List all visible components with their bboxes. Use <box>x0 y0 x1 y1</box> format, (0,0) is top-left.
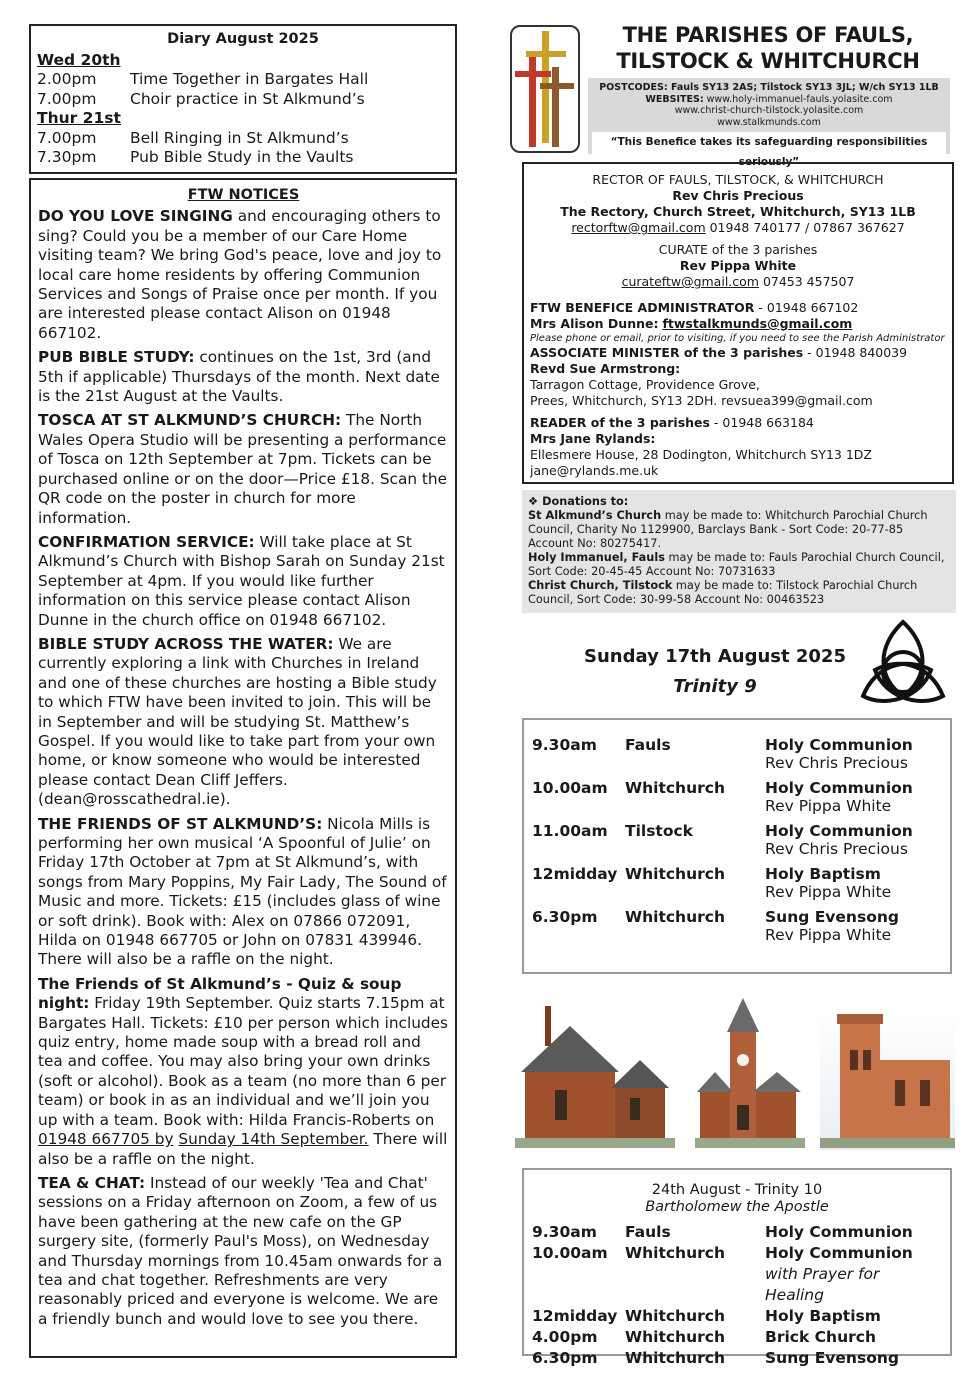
service-place: Whitchurch <box>625 865 725 883</box>
donation-church: St Alkmund’s Church <box>528 509 662 522</box>
curate-contact <box>530 274 946 290</box>
service-time: 12midday <box>532 865 618 883</box>
diary-day: Thur 21st <box>37 109 121 127</box>
service-row <box>532 822 942 858</box>
websites-label: WEBSITES: <box>645 93 704 105</box>
service-detail <box>765 822 942 858</box>
donations-box <box>522 490 956 613</box>
next-week-title: 24th August - Trinity 10 <box>651 1182 823 1198</box>
service-row <box>532 865 942 901</box>
church-tilstock <box>695 998 805 1148</box>
nw-time: 4.00pm <box>532 1328 598 1346</box>
nw-service: Holy Communion <box>765 1244 913 1262</box>
admin-line <box>530 300 946 316</box>
service-detail <box>765 736 942 772</box>
nw-service: Holy Communion <box>765 1223 913 1241</box>
curate-phone: 07453 457507 <box>758 274 855 289</box>
sunday-name: Trinity 9 <box>673 676 757 697</box>
parish-title-line1: THE PARISHES OF FAULS, <box>622 23 914 47</box>
notice-item <box>38 533 449 630</box>
reader-email[interactable]: jane@rylands.me.uk <box>530 463 659 478</box>
nw-place: Whitchurch <box>625 1349 725 1367</box>
admin-name-line <box>530 316 946 332</box>
services-box <box>522 718 952 974</box>
quiz-date: Sunday 14th September. <box>178 1130 369 1149</box>
curate-email-link[interactable]: curateftw@gmail.com <box>621 274 759 289</box>
next-week-subtitle: Bartholomew the Apostle <box>645 1199 829 1215</box>
reader-address: Ellesmere House, 28 Dodington, Whitchurch SY13 1DZ <box>530 447 872 462</box>
nw-time: 9.30am <box>532 1223 597 1241</box>
diary-item <box>37 70 449 90</box>
notice-body: Nicola Mills is performing her own musical ‘A Spoonful of Julie’ on Friday 17th October at 7pm at St Alkmund’s, with songs from Mary Poppins, My Fair Lady, The Sound of Music and more. Tickets: £15 (includes glass of wine or soft drink). Book with: Alex on 07866 072091, Hilda on 01948 667705 or John on 07831 439946. There will also be a raffle on the night. <box>38 814 447 969</box>
admin-phone: - 01948 667102 <box>754 300 859 315</box>
notice-body: and encouraging others to sing? Could you be a member of our Care Home visiting team? We bring God's peace, love and joy to local care home residents by offering Communion Services and Songs of Praise once per month. If you are interested please contact Alison on 01948 667102. <box>38 207 442 342</box>
diary-box <box>29 24 457 174</box>
donation-item <box>528 551 950 579</box>
notice-body: There will also be a raffle on the night. <box>38 1130 448 1168</box>
church-pictures <box>515 990 955 1150</box>
sunday-date: Sunday 17th August 2025 <box>584 646 846 667</box>
nw-place: Fauls <box>625 1223 671 1241</box>
service-minister: Rev Pippa White <box>765 883 892 901</box>
diary-text: Time Together in Bargates Hall <box>130 70 369 88</box>
service-name: Holy Communion <box>765 736 913 754</box>
diary-title: Diary August 2025 <box>167 31 319 47</box>
nw-place: Whitchurch <box>625 1244 725 1262</box>
next-week-row <box>532 1348 942 1369</box>
admin-title: FTW BENEFICE ADMINISTRATOR <box>530 300 755 315</box>
nw-place: Whitchurch <box>625 1307 725 1325</box>
rector-address: The Rectory, Church Street, Whitchurch, SY13 1LB <box>560 204 916 219</box>
notice-body: Instead of our weekly 'Tea and Chat' sessions on a Friday afternoon on Zoom, a few of us have been gathering at the new cafe on the GP surgery site, (formerly Paul's Moss), on Wednesday and Thursday mornings from 10.45am onwards for a tea and chat together. Refreshments are very reasonably priced and everyone is welcome. We are a friendly bunch and would love to see you there. <box>38 1173 443 1328</box>
service-minister: Rev Chris Precious <box>765 840 908 858</box>
nw-time: 12midday <box>532 1307 618 1325</box>
notice-heading: CONFIRMATION SERVICE: <box>38 532 255 551</box>
safeguarding-quote: “This Benefice takes its safeguarding responsibilities seriously” <box>592 132 946 172</box>
diary-day: Wed 20th <box>37 50 121 69</box>
next-week-row <box>532 1243 942 1306</box>
donation-text: may be made to: Whitchurch Parochial Church Council, Charity No 1129900, Barclays Bank - Sort Code: 20-77-85 Account No: 80275417. <box>528 509 928 550</box>
service-place: Fauls <box>625 736 671 754</box>
assoc-address: Prees, Whitchurch, SY13 2DH. revsuea399@gmail.com <box>530 393 873 408</box>
donation-item <box>528 579 950 607</box>
service-time: 10.00am <box>532 779 608 797</box>
parish-title-line2: TILSTOCK & WHITCHURCH <box>616 49 920 73</box>
diary-item <box>37 129 449 149</box>
notice-item <box>38 635 449 810</box>
diary-time: 7.00pm <box>37 128 97 147</box>
service-detail <box>765 908 942 944</box>
donation-church: Christ Church, Tilstock <box>528 579 673 592</box>
quiz-phone-link[interactable]: 01948 667705 <box>38 1130 155 1149</box>
notice-body: Will take place at St Alkmund’s Church with Bishop Sarah on Sunday 21st September at 4pm. If you would like further information on this service please contact Alison Dunne in the church office on 01948 667102. <box>38 532 445 629</box>
notice-body: The North Wales Opera Studio will be presenting a performance of Tosca on 12th September at 7pm. Tickets can be purchased online or on the door—Price £18. Scan the QR code on the poster in church for more information. <box>38 411 447 527</box>
nw-service: Holy Baptism <box>765 1307 881 1325</box>
nw-note: with Prayer for Healing <box>765 1265 880 1304</box>
service-time: 11.00am <box>532 822 608 840</box>
notice-item <box>38 411 449 527</box>
notice-heading: TEA & CHAT: <box>38 1173 146 1192</box>
assoc-title: ASSOCIATE MINISTER of the 3 parishes <box>530 345 804 360</box>
assoc-name: Revd Sue Armstrong: <box>530 361 681 376</box>
notice-heading: PUB BIBLE STUDY: <box>38 348 195 367</box>
curate-title: CURATE of the 3 parishes <box>658 242 818 257</box>
assoc-phone: - 01948 840039 <box>803 345 908 360</box>
notice-body: We are currently exploring a link with Churches in Ireland and one of these churches are hosting a Bible study to which FTW have been invited to join. This will be in September and will be studying St. Matthew’s Gospel. If you would like to take part from your own home, or know someone who would be interested please contact Dean Cliff Jeffers. (dean@rosscathedral.ie). <box>38 634 437 809</box>
notice-heading: TOSCA AT ST ALKMUND’S CHURCH: <box>38 411 342 430</box>
service-row <box>532 779 942 815</box>
service-minister: Rev Pippa White <box>765 797 892 815</box>
church-fauls <box>515 1006 675 1148</box>
bullet-icon: ❖ <box>528 495 539 508</box>
reader-phone: - 01948 663184 <box>709 415 814 430</box>
diary-item <box>37 148 449 168</box>
notice-item <box>38 207 449 343</box>
curate-name: Rev Pippa White <box>679 258 797 273</box>
admin-email-link[interactable]: ftwstalkmunds@gmail.com <box>662 316 853 331</box>
donation-text: may be made to: Fauls Parochial Church Council, Sort Code: 20-45-45 Account No: 70731633 <box>528 551 945 578</box>
service-detail <box>765 779 942 815</box>
nw-time: 6.30pm <box>532 1349 598 1367</box>
service-name: Holy Baptism <box>765 865 881 883</box>
trinity-knot-icon <box>855 616 951 706</box>
rector-contact <box>530 220 946 236</box>
diary-time: 7.00pm <box>37 89 97 108</box>
quiz-by-text: by <box>154 1130 174 1149</box>
nw-service: Brick Church <box>765 1328 876 1346</box>
assoc-address: Tarragon Cottage, Providence Grove, <box>530 377 760 392</box>
notices-title: FTW NOTICES <box>187 187 300 203</box>
nw-place: Whitchurch <box>625 1328 725 1346</box>
notice-item <box>38 1174 449 1329</box>
notice-heading: THE FRIENDS OF ST ALKMUND’S: <box>38 814 323 833</box>
service-name: Holy Communion <box>765 822 913 840</box>
postcodes: POSTCODES: Fauls SY13 2AS; Tilstock SY13 3JL; W/ch SY13 1LB <box>599 82 939 93</box>
diary-text: Bell Ringing in St Alkmund’s <box>130 128 349 147</box>
notice-heading: BIBLE STUDY ACROSS THE WATER: <box>38 634 334 653</box>
next-week-row <box>532 1222 942 1243</box>
service-row <box>532 908 942 944</box>
service-detail <box>765 865 942 901</box>
service-row <box>532 736 942 772</box>
notice-body: continues on the 1st, 3rd (and 5th if applicable) Thursdays of the month. Next date is the 21st August at the Vaults. <box>38 348 440 406</box>
notice-heading: The Friends of St Alkmund’s - Quiz & soup night: <box>38 974 402 1013</box>
notices-box <box>29 178 457 1358</box>
donations-header <box>528 495 950 509</box>
service-minister: Rev Pippa White <box>765 926 892 944</box>
parish-title <box>588 22 948 74</box>
next-week-row <box>532 1306 942 1327</box>
reader-name: Mrs Jane Rylands: <box>530 431 656 446</box>
church-st-alkmunds <box>820 1010 955 1150</box>
website-link[interactable]: www.holy-immanuel-fauls.yolasite.com <box>706 93 893 105</box>
notice-item <box>38 815 449 970</box>
reader-title: READER of the 3 parishes <box>530 415 710 430</box>
diary-text: Pub Bible Study in the Vaults <box>130 148 354 166</box>
notice-body: Friday 19th September. Quiz starts 7.15pm at Bargates Hall. Tickets: £10 per person which includes quiz entry, home made soup with a bread roll and tea and coffee. You may also bring your own drinks (soft or alcohol). Book as a team (no more than 6 per team) or book in as an individual and we’ll join you up with a team. Book with: Hilda Francis-Roberts on <box>38 994 448 1129</box>
service-minister: Rev Chris Precious <box>765 754 908 772</box>
diary-text: Choir practice in St Alkmund’s <box>130 89 365 108</box>
donation-church: Holy Immanuel, Fauls <box>528 551 665 564</box>
contacts-box <box>522 162 954 484</box>
donation-item <box>528 509 950 551</box>
donations-title: Donations to: <box>542 495 629 508</box>
service-place: Tilstock <box>625 822 693 840</box>
notice-item-quiz <box>38 975 449 1169</box>
diary-time: 7.30pm <box>37 148 97 166</box>
diary-item <box>37 90 449 110</box>
next-week-box <box>522 1168 952 1367</box>
notice-heading: DO YOU LOVE SINGING <box>38 207 233 226</box>
notice-item <box>38 348 449 406</box>
rector-email-link[interactable]: rectorftw@gmail.com <box>571 220 706 235</box>
service-place: Whitchurch <box>625 908 725 926</box>
crosses-icon <box>512 27 578 151</box>
nw-service: Sung Evensong <box>765 1349 899 1367</box>
nw-service-detail <box>765 1243 942 1306</box>
rector-phone: 01948 740177 / 07867 367627 <box>705 220 905 235</box>
trinity-knot-svg <box>855 616 951 706</box>
admin-note: Please phone or email, prior to visiting, if you need to see the Parish Administrator <box>530 333 945 344</box>
churches-illustration <box>515 990 955 1150</box>
diary-time: 2.00pm <box>37 70 97 88</box>
service-time: 9.30am <box>532 736 597 754</box>
website-link[interactable]: www.christ-church-tilstock.yolasite.com <box>674 105 864 116</box>
service-place: Whitchurch <box>625 779 725 797</box>
assoc-line <box>530 345 946 361</box>
next-week-heading <box>532 1182 942 1216</box>
website-link[interactable]: www.stalkmunds.com <box>717 116 821 128</box>
service-name: Sung Evensong <box>765 908 899 926</box>
service-name: Holy Communion <box>765 779 913 797</box>
crosses-logo <box>510 25 580 153</box>
next-week-row <box>532 1327 942 1348</box>
parish-info <box>588 78 950 168</box>
websites-line <box>588 94 950 106</box>
service-time: 6.30pm <box>532 908 598 926</box>
admin-name: Mrs Alison Dunne: <box>530 316 659 331</box>
sunday-heading <box>545 642 885 702</box>
reader-line <box>530 415 946 431</box>
rector-title: RECTOR OF FAULS, TILSTOCK, & WHITCHURCH <box>592 172 884 187</box>
rector-name: Rev Chris Precious <box>672 188 804 203</box>
donation-text: may be made to: Tilstock Parochial Church Council, Sort Code: 30-99-58 Account No: 00463523 <box>528 579 918 606</box>
nw-time: 10.00am <box>532 1244 608 1262</box>
